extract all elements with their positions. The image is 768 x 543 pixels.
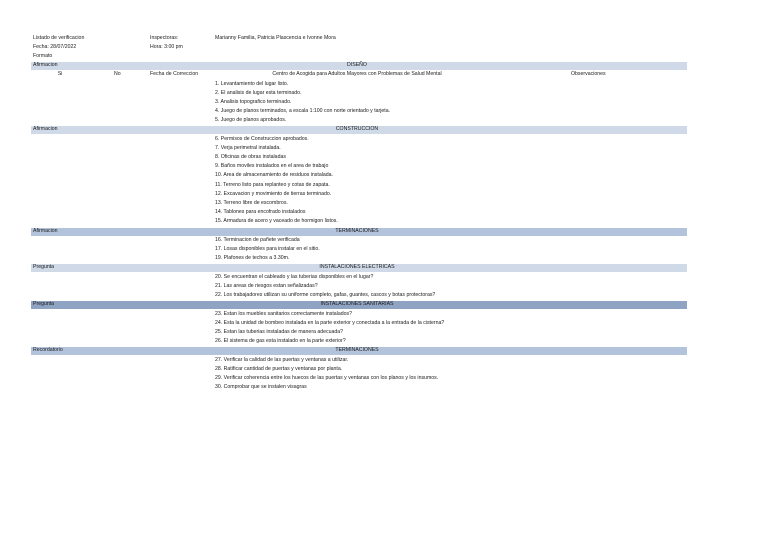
inspectors-names: Marianny Familia, Patricia Plascencia e Ivonne Mora [215, 35, 336, 41]
section-title: CONSTRUCCION [335, 126, 379, 132]
checklist-item: 13. Terreno libre de escombros. [215, 200, 288, 206]
doc-time: Hora: 3:00 pm [150, 44, 183, 50]
checklist-item: 25. Estan las tuberias instaladas de manera adecuada? [215, 329, 344, 335]
checklist-item: 17. Losas disponibles para instalar en el sitio. [215, 246, 320, 252]
section-title: DISEÑO [347, 62, 367, 68]
section-label: Recordatorio [33, 347, 63, 353]
column-header-fecha: Fecha de Correccion [150, 71, 199, 77]
checklist-item: 23. Estan los muebles sanitarios correctamente instalados? [215, 311, 352, 317]
checklist-item: 24. Esta la unidad de bombeo instalada en la parte exterior y conectada a la entrada de la cisterna? [215, 320, 445, 326]
checklist-item: 16. Terminacion de pañete verificada [215, 237, 300, 243]
checklist-item: 22. Los trabajadores utilizan su uniforme completo, gafas, guantes, cascos y botas protectoras? [215, 292, 436, 298]
checklist-item: 7. Verja perimetral instalada. [215, 145, 281, 151]
column-header-observaciones: Observaciones [571, 71, 606, 77]
section-title: TERMINACIONES [335, 228, 379, 234]
section-label: Afirmacion [33, 228, 58, 234]
column-header-project: Centro de Acogida para Adultos Mayores con Problemas de Salud Mental [272, 71, 442, 77]
column-header-si: Si [57, 71, 63, 77]
section-label: Pregunta [33, 301, 55, 307]
checklist-item: 11. Terreno listo para replanteo y cotas de zapata. [215, 182, 330, 188]
checklist-item: 9. Baños moviles instalados en el area de trabajo [215, 163, 329, 169]
checklist-item: 2. El analisis de lugar esta terminado. [215, 90, 302, 96]
section-title: TERMINACIONES [335, 347, 379, 353]
checklist-item: 4. Juego de planos terminados, a escala 1:100 con norte orientado y tarjeta. [215, 108, 391, 114]
column-header-no: No [114, 71, 121, 77]
checklist-item: 27. Verificar la calidad de las puertas y ventanas a utilizar. [215, 357, 349, 363]
checklist-item: 3. Analisis topografico terminado. [215, 99, 292, 105]
checklist-item: 15. Armadura de acero y vaceado de hormigon listos. [215, 218, 338, 224]
section-label: Pregunta [33, 264, 55, 270]
checklist-item: 1. Levantamiento del lugar listo. [215, 81, 289, 87]
checklist-item: 10. Area de almacenamiento de residuos instalada. [215, 172, 333, 178]
checklist-item: 5. Juego de planos aprobados. [215, 117, 287, 123]
inspectors-label: Inspectoras: [150, 35, 179, 41]
doc-format: Formato [33, 53, 53, 59]
doc-date: Fecha: 28/07/2022 [33, 44, 77, 50]
section-label: Afirmacion [33, 62, 58, 68]
checklist-item: 20. Se encuentran el cableado y las tuberias disponibles en el lugar? [215, 274, 374, 280]
checklist-item: 8. Oficinas de obras instaladas [215, 154, 286, 160]
section-title: INSTALACIONES SANITARIAS [320, 301, 394, 307]
checklist-item: 28. Ratificar cantidad de puertas y ventanas por planta. [215, 366, 343, 372]
doc-title: Listado de verificacion [33, 35, 85, 41]
checklist-item: 21. Las areas de riesgos estan señalizadas? [215, 283, 318, 289]
checklist-item: 26. El sistema de gas esta instalado en la parte exterior? [215, 338, 346, 344]
checklist-item: 6. Permisos de Construccion aprobados. [215, 136, 309, 142]
checklist-item: 14. Tablones para encofrado instalados [215, 209, 306, 215]
section-title: INSTALACIONES ELECTRICAS [319, 264, 395, 270]
checklist-item: 19. Plafones de techos a 3.30m. [215, 255, 290, 261]
checklist-item: 30. Comprobar que se instalen visagras [215, 384, 307, 390]
checklist-item: 29. Verificar coherencia entre los huecos de las puertas y ventanas con los planos y los insumos. [215, 375, 439, 381]
checklist-item: 12. Excavacion y movimiento de tierras terminado. [215, 191, 332, 197]
section-label: Afirmacion [33, 126, 58, 132]
